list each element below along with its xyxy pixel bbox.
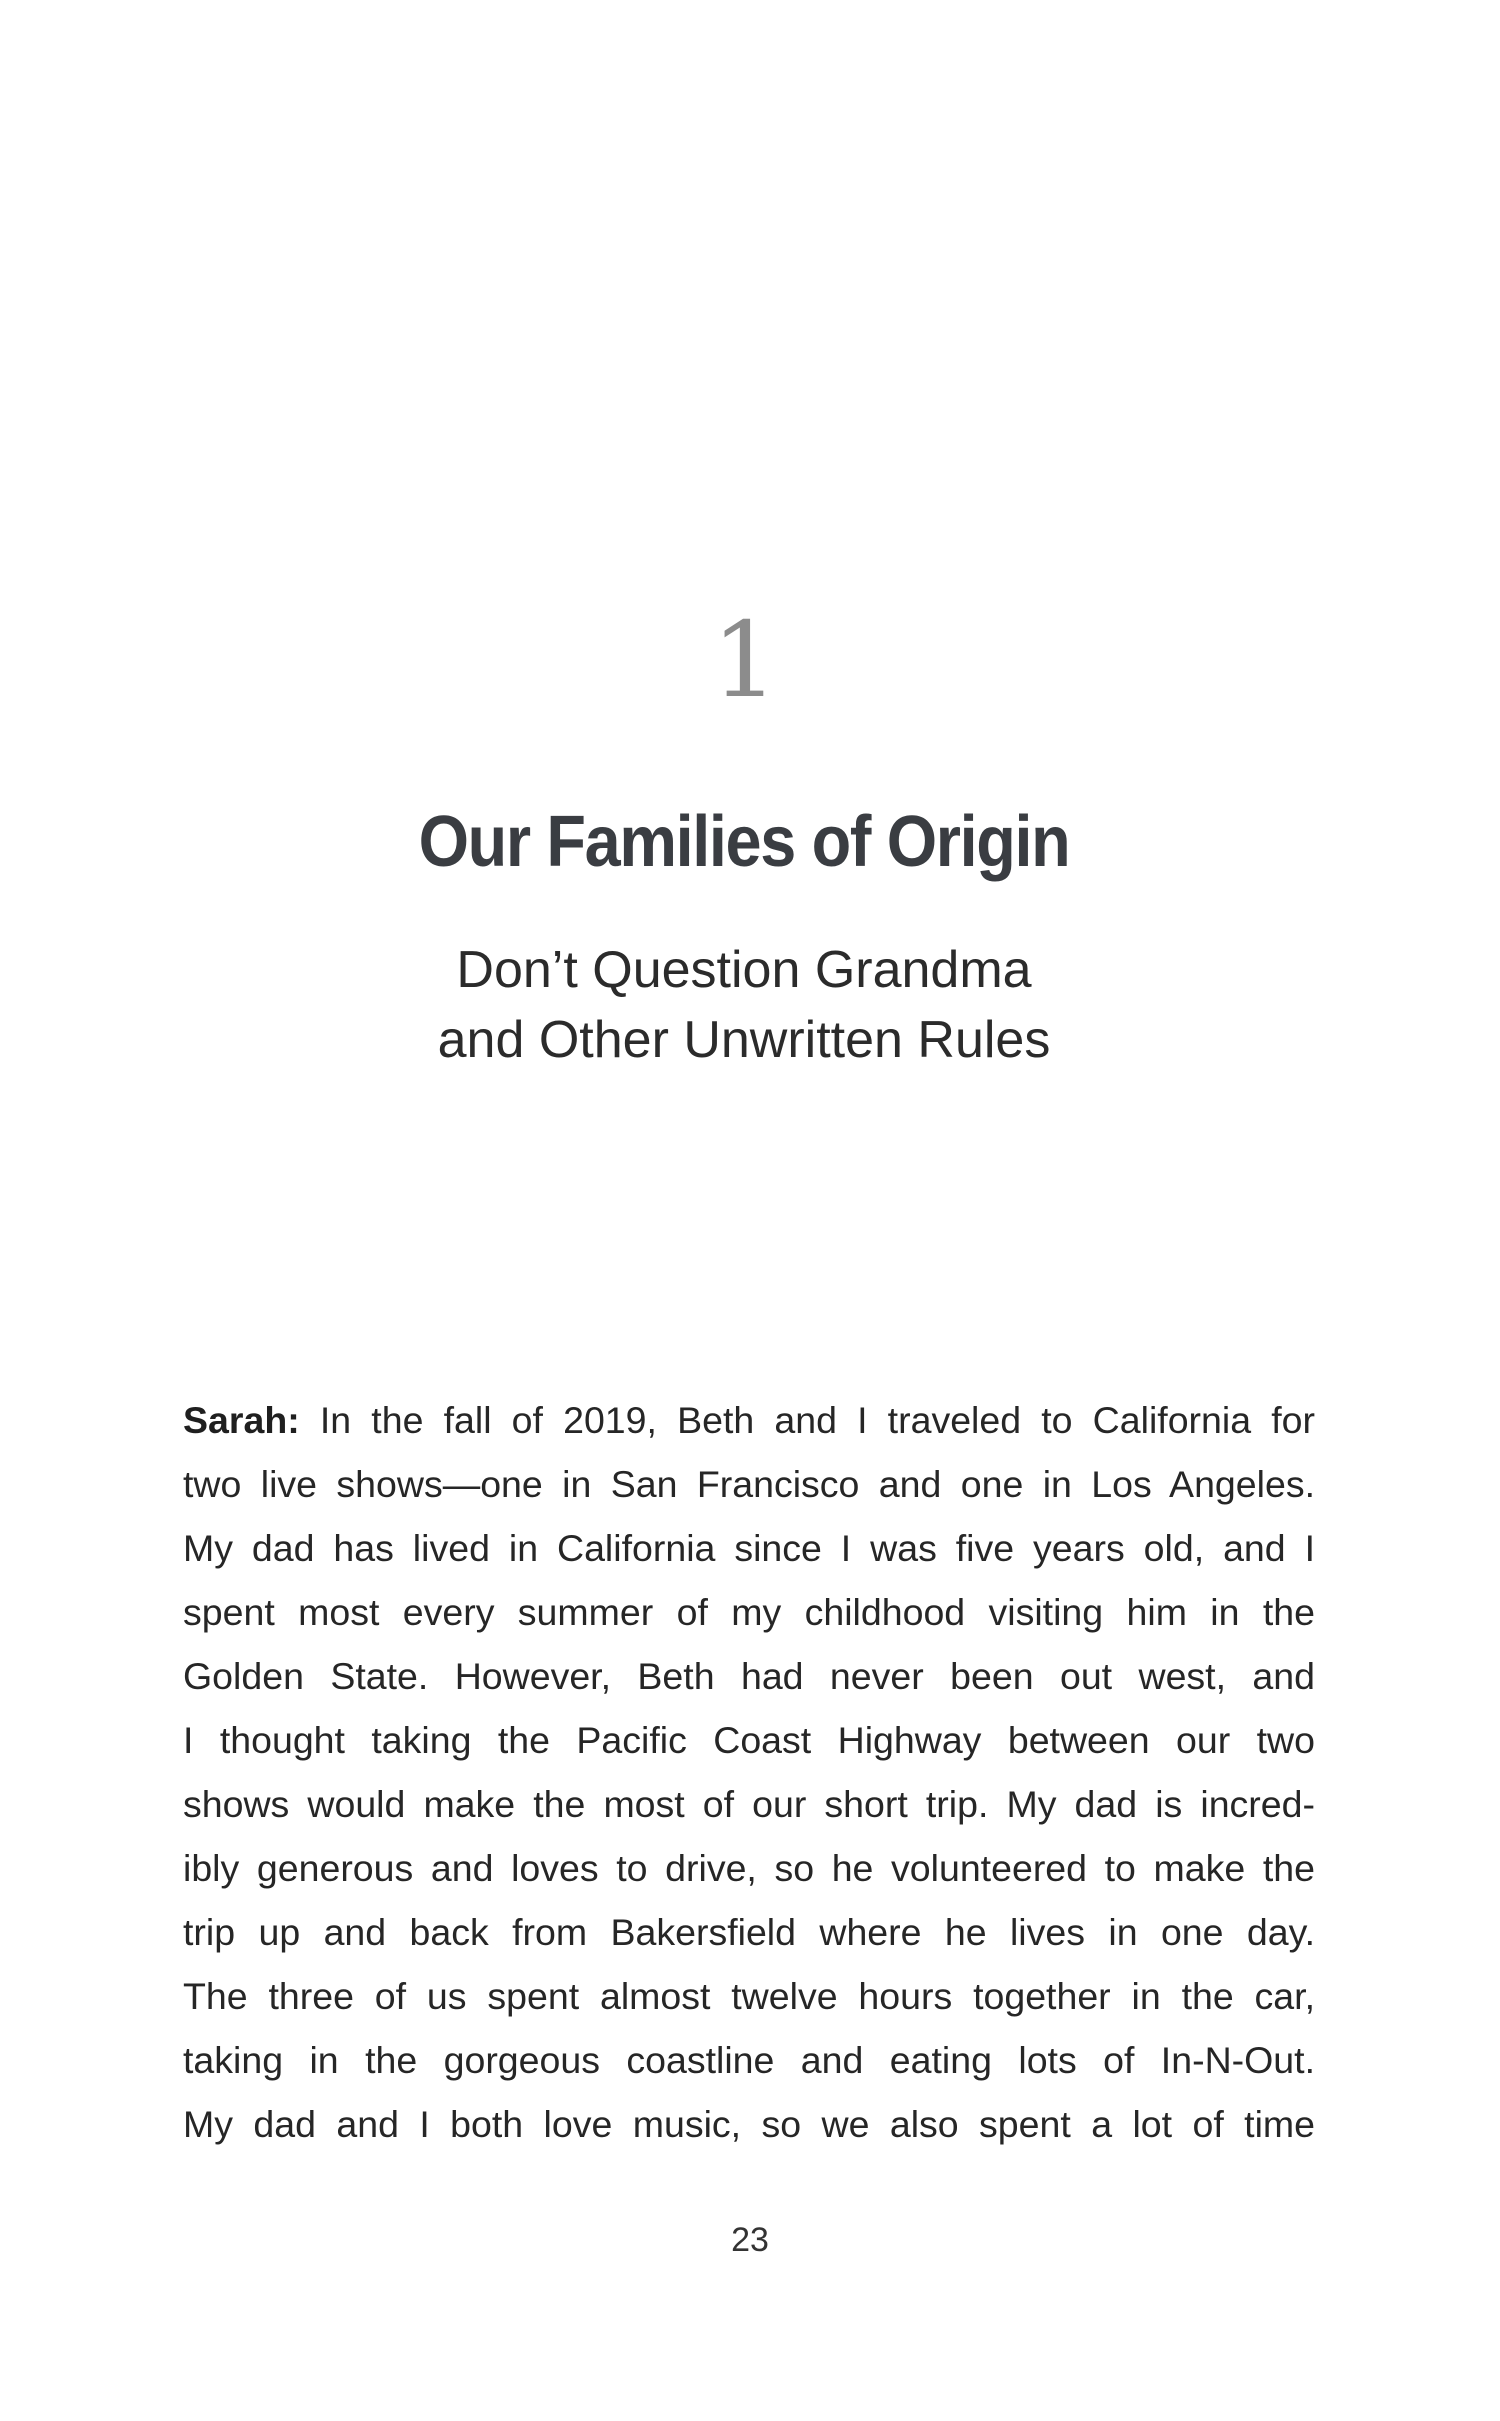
paragraph-line: My dad and I both love music, so we also spent a lot of time [183,2103,1315,2145]
paragraph-line [183,1388,1315,1452]
chapter-number: 1 [711,599,779,721]
paragraph-line: spent most every summer of my childhood visiting him in the [183,1591,1315,1633]
chapter-subtitle [0,935,1488,1075]
paragraph-line: The three of us spent almost twelve hours together in the car, [183,1975,1315,2017]
chapter-subtitle-line: and Other Unwritten Rules [437,1011,1051,1069]
body-paragraph [183,1388,1315,2156]
paragraph-line: trip up and back from Bakersfield where he lives in one day. [183,1911,1315,1953]
paragraph-line: Golden State. However, Beth had never been out west, and [183,1655,1315,1697]
paragraph-line: I thought taking the Pacific Coast Highway between our two [183,1719,1315,1761]
paragraph-line: shows would make the most of our short trip. My dad is incred- [183,1783,1315,1825]
paragraph-line: My dad has lived in California since I was five years old, and I [183,1527,1315,1569]
paragraph-line-text: In the fall of 2019, Beth and I traveled to California for [299,1399,1315,1441]
page-number: 23 [731,2221,769,2259]
paragraph-line: two live shows—one in San Francisco and one in Los Angeles. [183,1463,1315,1505]
chapter-subtitle-line: Don’t Question Grandma [456,941,1032,999]
chapter-title: Our Families of Origin [418,802,1070,882]
paragraph-line: ibly generous and loves to drive, so he volunteered to make the [183,1847,1315,1889]
speaker-label: Sarah: [183,1399,300,1441]
paragraph-line: taking in the gorgeous coastline and eating lots of In-N-Out. [183,2039,1315,2081]
